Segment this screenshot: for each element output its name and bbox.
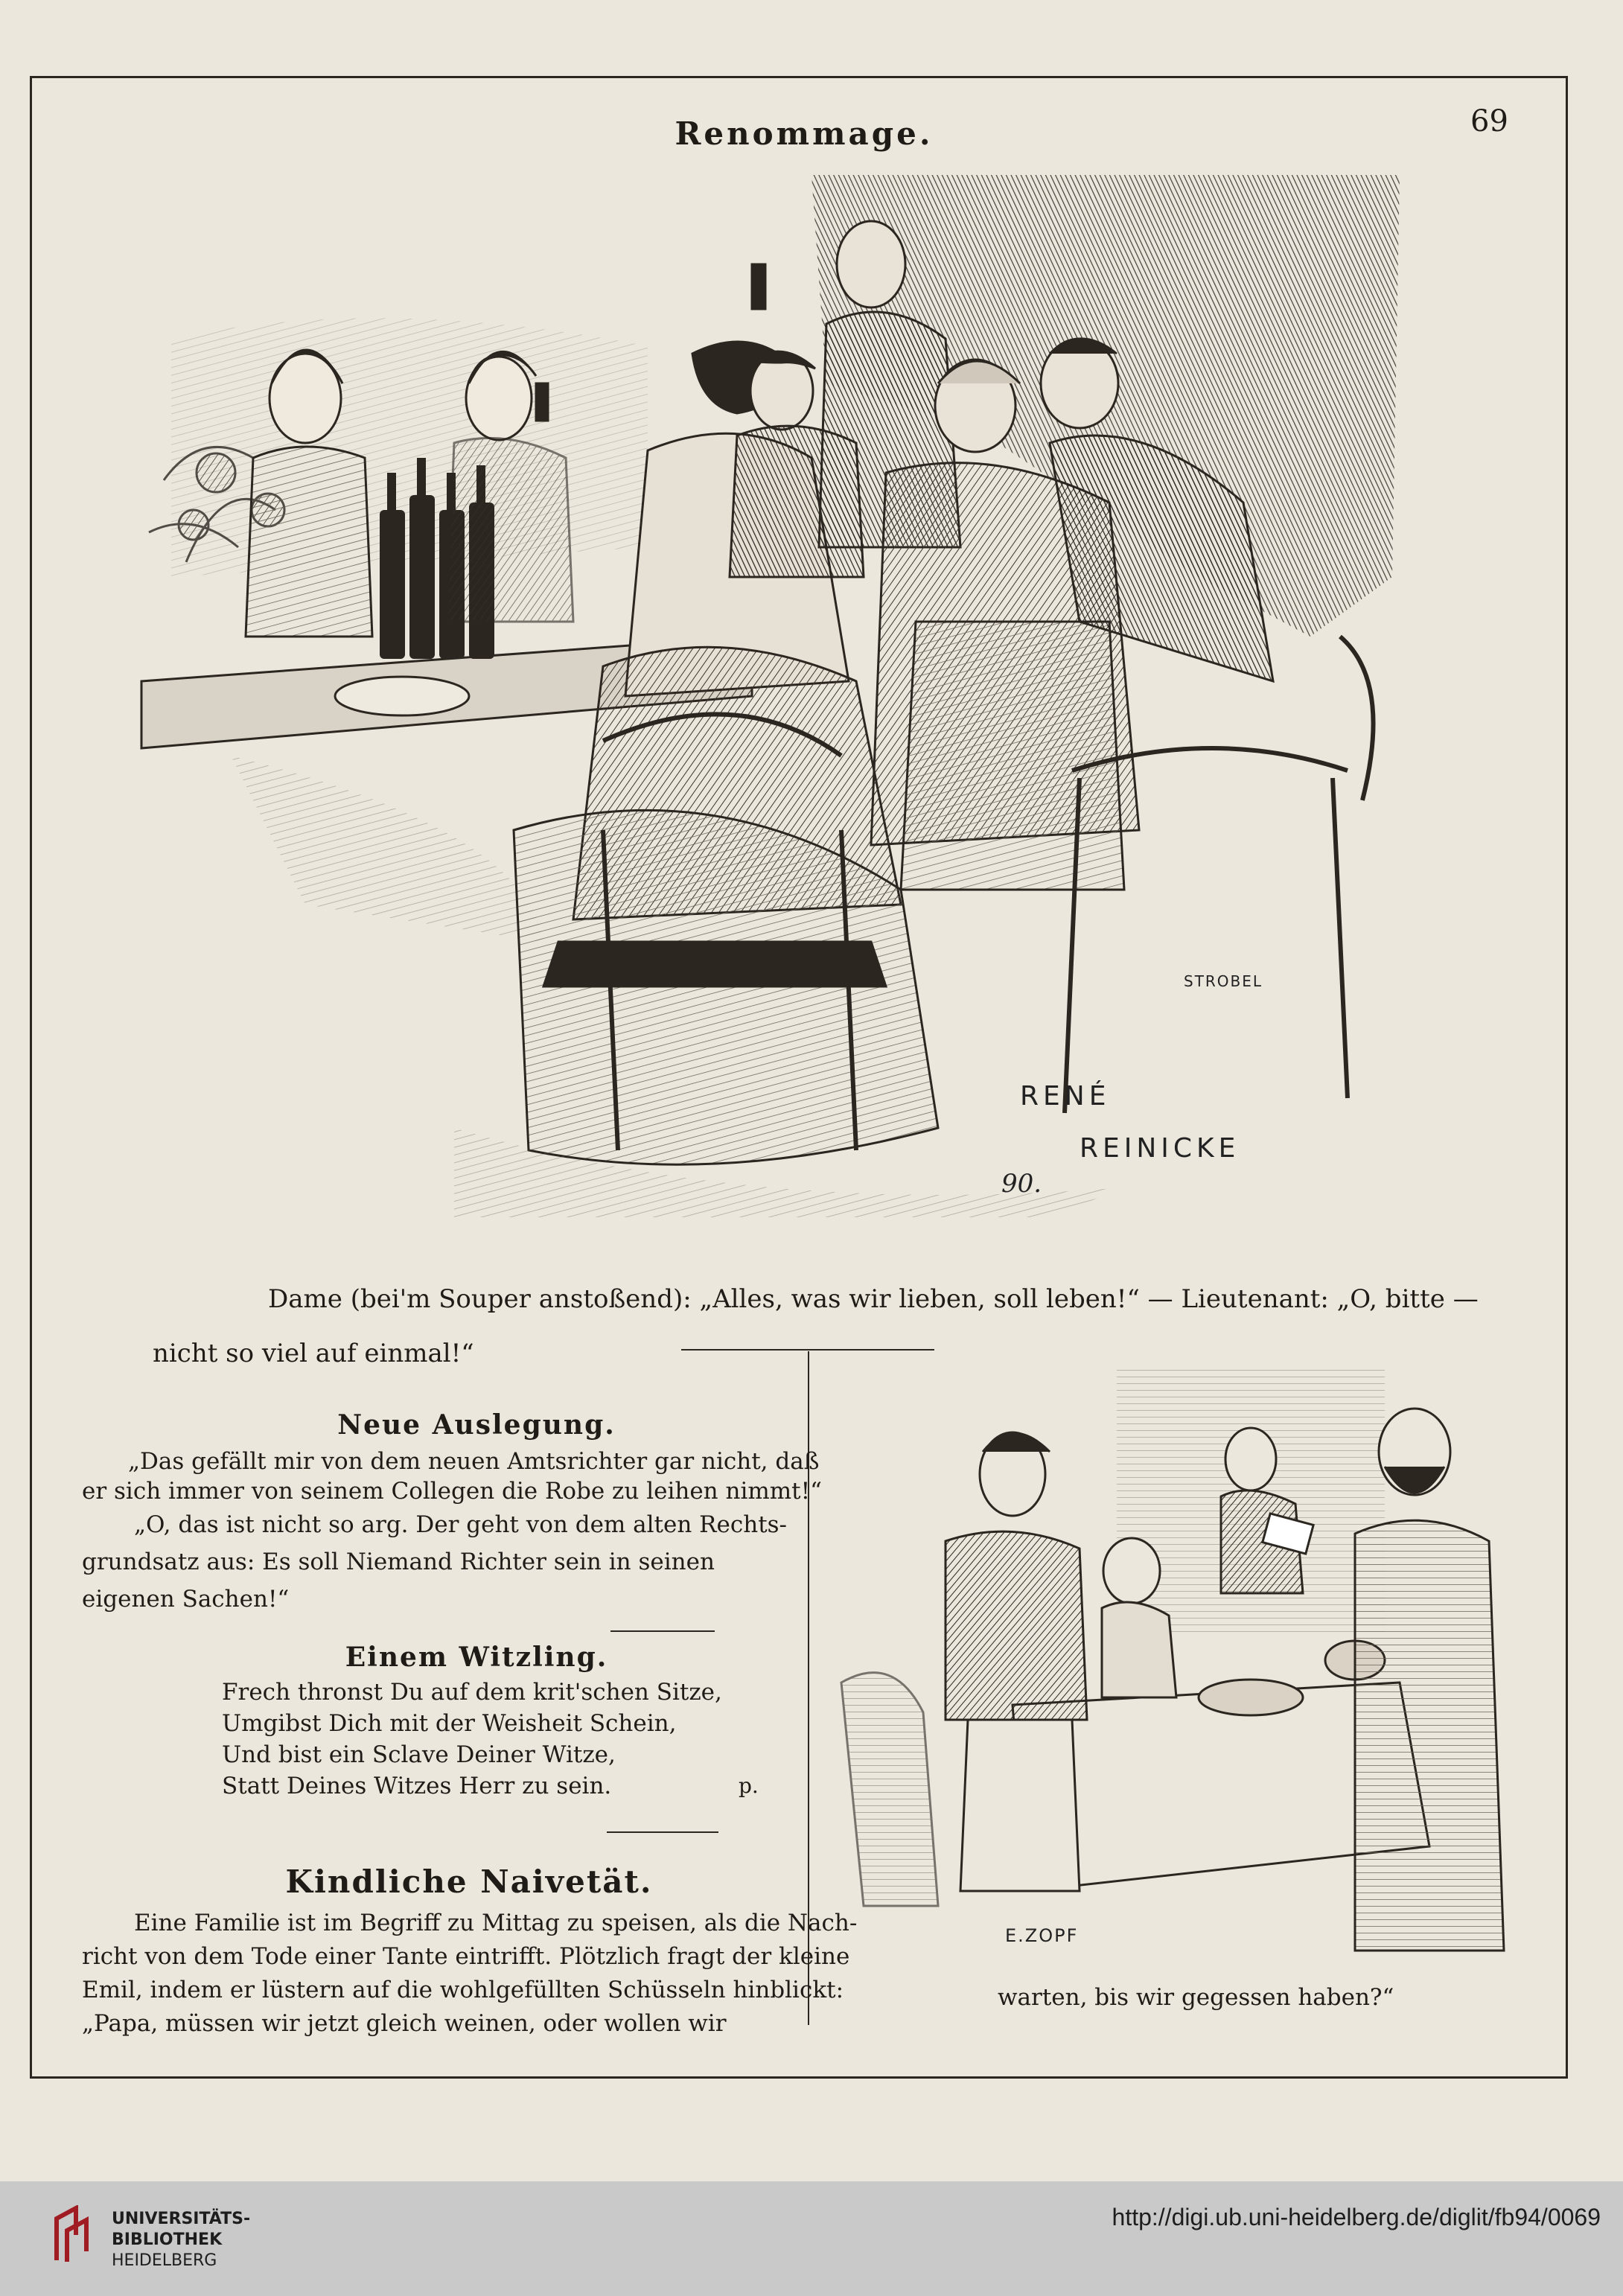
text-line: „Das gefällt mir von dem neuen Amtsrichter gar nicht, daß bbox=[128, 1448, 820, 1475]
logo-text-line-2: BIBLIOTHEK bbox=[112, 2230, 223, 2249]
illustration-year: 90. bbox=[1001, 1169, 1042, 1199]
rene-signature: RENÉ bbox=[1020, 1081, 1111, 1112]
page-number: 69 bbox=[1470, 104, 1508, 138]
top-caption-line-1: Dame (bei'm Souper anstoßend): „Alles, was wir lieben, soll leben!“ — Lieutenant: „O, bitte — bbox=[268, 1284, 1479, 1314]
logo-text-line-1: UNIVERSITÄTS- bbox=[112, 2210, 251, 2228]
divider-rule bbox=[681, 1349, 934, 1351]
section-heading-kindliche-naivetaet: Kindliche Naivetät. bbox=[285, 1863, 653, 1900]
text-line: richt von dem Tode einer Tante eintrifft. Plötzlich fragt der kleine bbox=[82, 1943, 850, 1970]
text-line: er sich immer von seinem Collegen die Robe zu leihen nimmt!“ bbox=[82, 1478, 822, 1505]
reinicke-signature: REINICKE bbox=[1080, 1133, 1240, 1164]
dinner-party-drawing bbox=[82, 160, 1437, 1217]
divider-rule bbox=[610, 1630, 715, 1632]
university-library-logo-icon bbox=[54, 2205, 92, 2265]
top-caption-line-2: nicht so viel auf einmal!“ bbox=[153, 1339, 474, 1368]
bottom-caption: warten, bis wir gegessen haben?“ bbox=[998, 1984, 1394, 2011]
verse-line: Frech thronst Du auf dem krit'schen Sitze, bbox=[222, 1679, 722, 1706]
section-heading-neue-auslegung: Neue Auslegung. bbox=[337, 1409, 616, 1441]
verse-signature: p. bbox=[739, 1773, 759, 1798]
verse-line: Umgibst Dich mit der Weisheit Schein, bbox=[222, 1710, 677, 1737]
source-url-link[interactable]: http://digi.ub.uni-heidelberg.de/diglit/fb94/0069 bbox=[1112, 2204, 1601, 2230]
family-table-illustration bbox=[834, 1370, 1519, 1965]
section-heading-einem-witzling: Einem Witzling. bbox=[345, 1642, 608, 1673]
text-line: „O, das ist nicht so arg. Der geht von dem alten Rechts- bbox=[134, 1511, 788, 1538]
footer-bar bbox=[0, 2181, 1623, 2296]
text-line: eigenen Sachen!“ bbox=[82, 1586, 290, 1613]
logo-text-line-3: HEIDELBERG bbox=[112, 2251, 217, 2270]
verse-line: Und bist ein Sclave Deiner Witze, bbox=[222, 1741, 616, 1768]
strobel-signature: STROBEL bbox=[1184, 972, 1263, 990]
page-title: Renommage. bbox=[675, 115, 934, 152]
zopf-signature: E.ZOPF bbox=[1005, 1925, 1079, 1946]
text-line: grundsatz aus: Es soll Niemand Richter sein in seinen bbox=[82, 1549, 715, 1575]
text-line: „Papa, müssen wir jetzt gleich weinen, oder wollen wir bbox=[82, 2010, 727, 2037]
text-line: Eine Familie ist im Begriff zu Mittag zu speisen, als die Nach- bbox=[134, 1910, 858, 1936]
verse-line: Statt Deines Witzes Herr zu sein. bbox=[222, 1773, 612, 1799]
text-line: Emil, indem er lüstern auf die wohlgefüllten Schüsseln hinblickt: bbox=[82, 1977, 844, 2003]
divider-rule bbox=[607, 1831, 718, 1833]
dinner-party-illustration bbox=[82, 160, 1437, 1217]
family-table-drawing bbox=[834, 1370, 1519, 1965]
